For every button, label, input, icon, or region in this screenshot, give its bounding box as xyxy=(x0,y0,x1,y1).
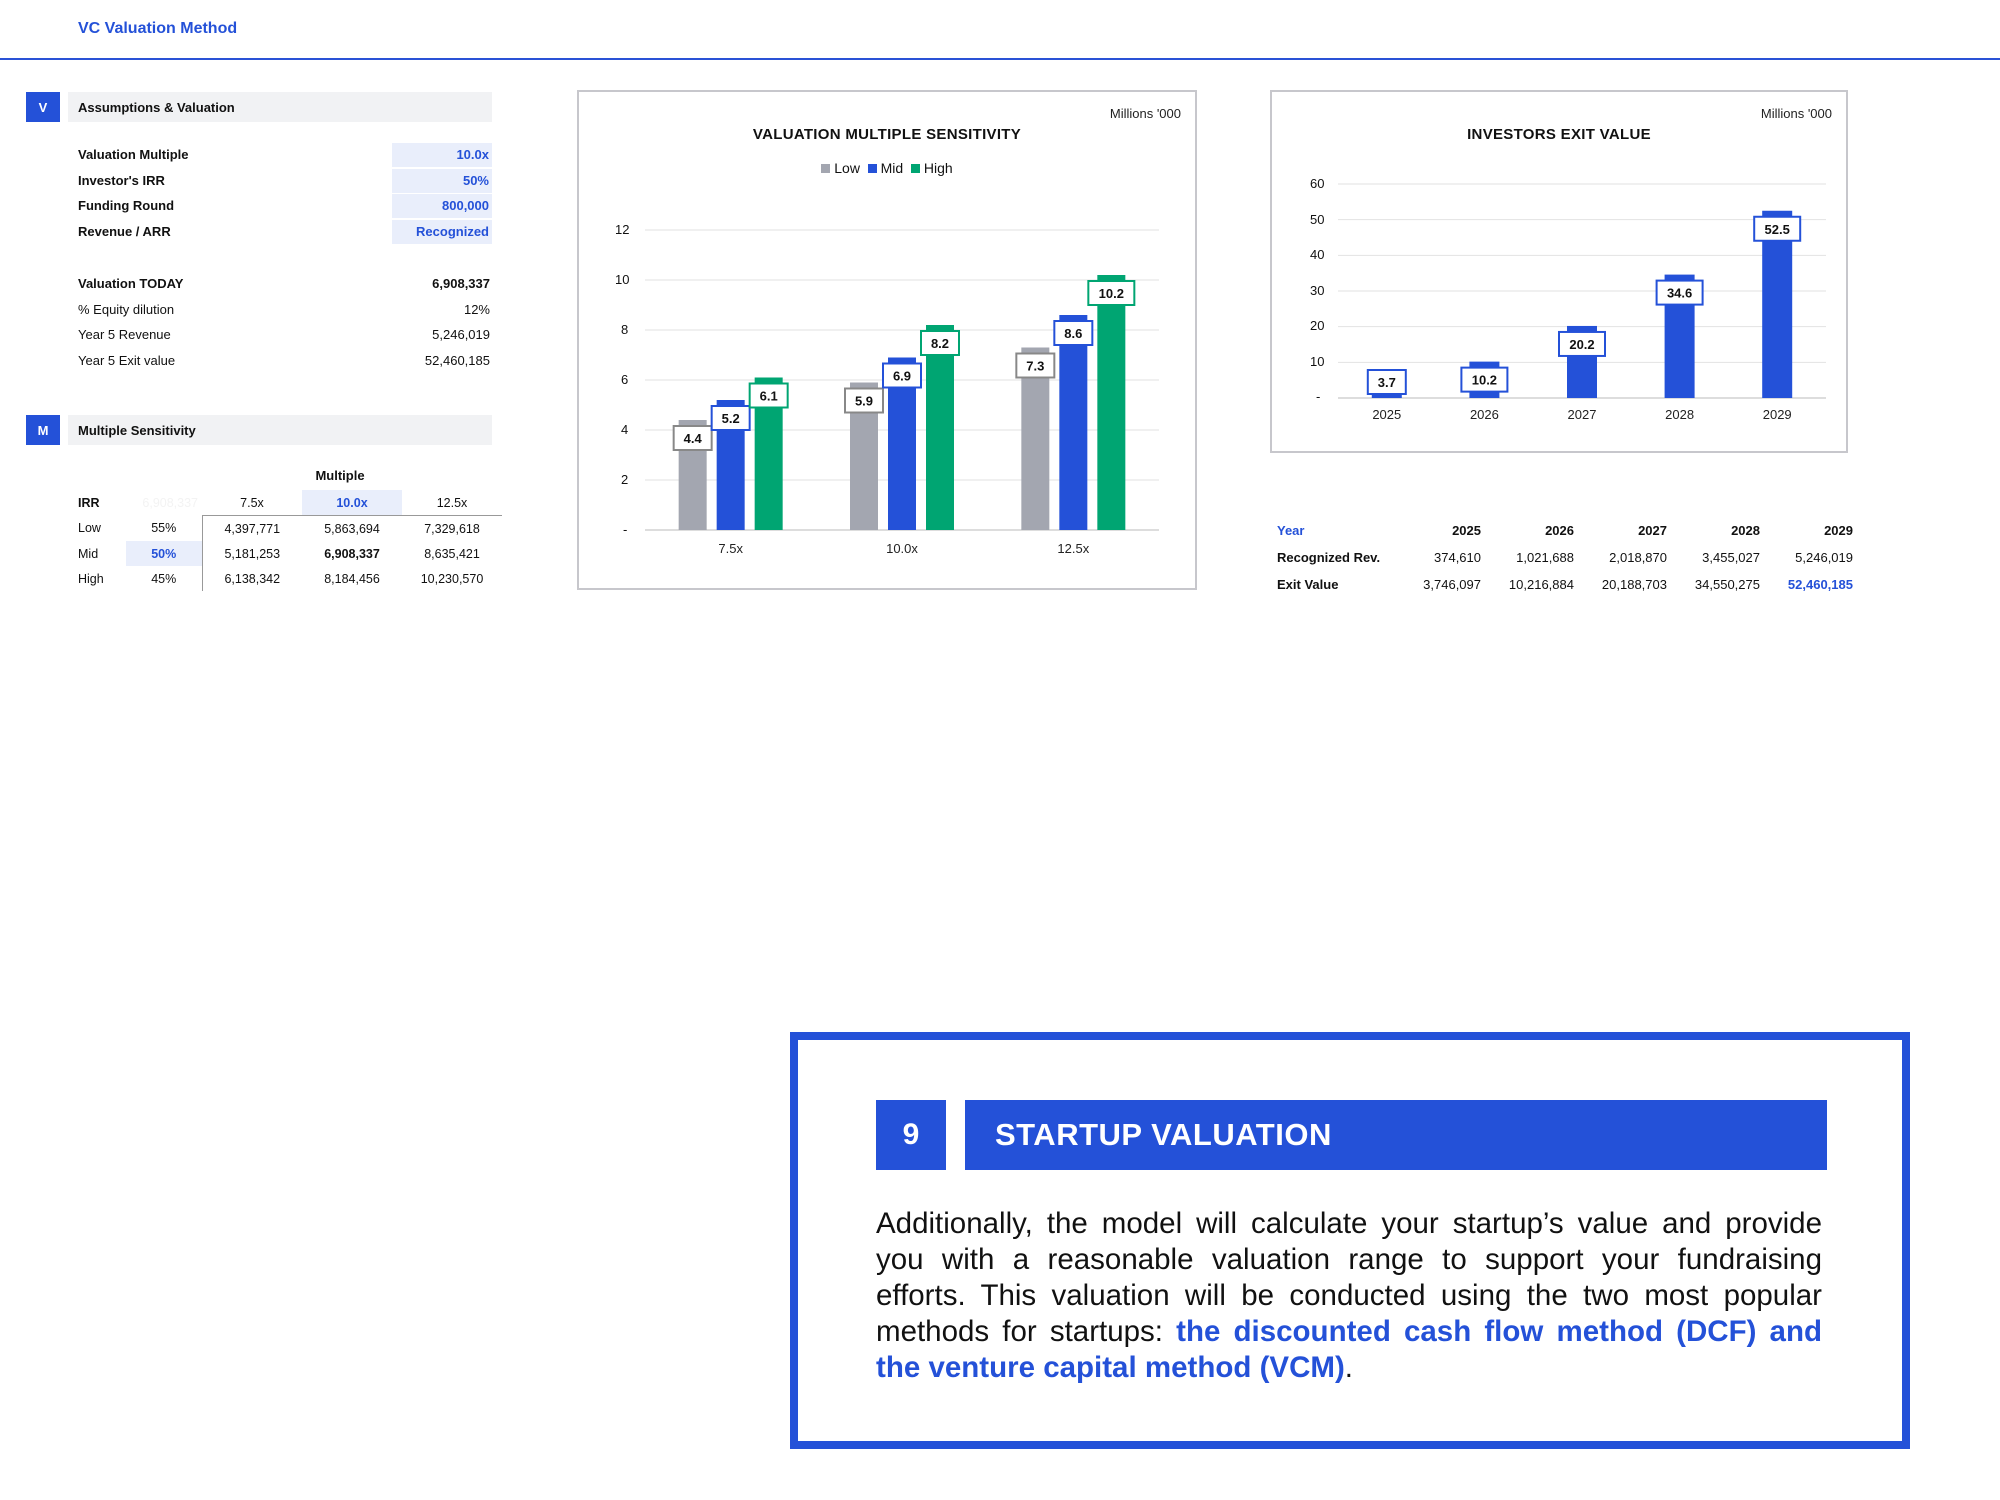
output-label: Year 5 Exit value xyxy=(78,353,176,368)
cell-value: 3,746,097 xyxy=(1423,577,1481,592)
year5-exit-value: 52,460,185 xyxy=(424,353,490,368)
y-tick: 2 xyxy=(621,472,629,487)
cell-value: 1,021,688 xyxy=(1516,550,1574,565)
legend-mid: Mid xyxy=(880,160,904,176)
row-name: High xyxy=(78,571,104,586)
data-label: 20.2 xyxy=(1569,336,1595,352)
row-irr: 45% xyxy=(126,566,202,591)
row-name: Mid xyxy=(78,546,99,561)
chart-title: INVESTORS EXIT VALUE xyxy=(1467,126,1651,143)
header-divider xyxy=(0,58,2000,60)
bar-high xyxy=(1097,275,1125,530)
output-label: % Equity dilution xyxy=(78,302,175,317)
sensitivity-header: Multiple Sensitivity xyxy=(68,415,492,445)
irr-label: IRR xyxy=(78,495,100,510)
chart-plot xyxy=(1272,92,1846,451)
revenue-type-select[interactable]: Recognized xyxy=(392,220,492,244)
table-row xyxy=(74,541,502,566)
y-tick: - xyxy=(1316,389,1321,404)
investors-exit-value-chart xyxy=(1270,90,1848,453)
feature-title: STARTUP VALUATION xyxy=(965,1100,1827,1170)
investor-irr-input[interactable]: 50% xyxy=(392,169,492,193)
x-tick-label: 2029 xyxy=(1762,407,1792,422)
multiple-header: 12.5x xyxy=(402,490,502,516)
table-row xyxy=(1276,544,1854,571)
row-irr: 55% xyxy=(126,516,202,542)
y-tick: 10 xyxy=(615,272,630,287)
data-label: 10.2 xyxy=(1098,286,1124,301)
table-row xyxy=(1276,571,1854,598)
cell-value: 5,181,253 xyxy=(224,546,281,561)
cell-value-selected: 6,908,337 xyxy=(324,546,380,561)
bar-mid xyxy=(1059,315,1087,530)
chart-units: Millions '000 xyxy=(1760,106,1832,121)
year-header: 2028 xyxy=(1731,523,1760,538)
x-tick-label: 12.5x xyxy=(1057,541,1090,556)
cell-value: 10,230,570 xyxy=(420,571,484,586)
section-badge-m: M xyxy=(26,415,60,445)
input-label: Investor's IRR xyxy=(78,173,165,188)
x-tick-label: 2027 xyxy=(1567,407,1597,422)
page-title: VC Valuation Method xyxy=(78,20,238,37)
description-text: Additionally, the model will calculate your startup’s value and provide you with a reasonable valuation range to support your fundraising efforts. This valuation will be conducted using the two most popular methods for startups: xyxy=(876,1207,1822,1348)
cell-value: 7,329,618 xyxy=(424,521,480,536)
y-tick: 40 xyxy=(1310,247,1325,262)
data-label: 52.5 xyxy=(1764,221,1790,237)
data-label: 5.2 xyxy=(721,411,740,426)
data-label: 6.9 xyxy=(892,368,912,384)
valuation-sensitivity-chart xyxy=(577,90,1197,590)
data-label: 8.2 xyxy=(930,336,950,351)
exit-table xyxy=(1276,517,1854,598)
valuation-today-value: 6,908,337 xyxy=(432,276,490,291)
cell-value: 374,610 xyxy=(1434,550,1481,565)
cell-value-highlight: 52,460,185 xyxy=(1787,577,1853,592)
chart-plot xyxy=(579,92,1195,588)
valuation-multiple-input[interactable]: 10.0x xyxy=(392,143,492,167)
data-label: 7.3 xyxy=(1026,358,1045,374)
data-label: 10.2 xyxy=(1471,372,1498,388)
row-irr-selected: 50% xyxy=(126,541,202,566)
y-tick: 30 xyxy=(1310,283,1325,298)
x-tick-label: 10.0x xyxy=(886,541,918,556)
cell-value: 10,216,884 xyxy=(1508,577,1574,592)
input-label: Revenue / ARR xyxy=(78,224,171,239)
chart-units: Millions '000 xyxy=(1109,106,1181,121)
output-label: Valuation TODAY xyxy=(78,276,184,291)
cell-value: 3,455,027 xyxy=(1702,550,1760,565)
x-tick-label: 2025 xyxy=(1372,407,1402,422)
feature-description xyxy=(876,1206,1822,1386)
cell-value: 8,184,456 xyxy=(324,571,380,586)
cell-value: 5,246,019 xyxy=(1795,550,1853,565)
feature-number: 9 xyxy=(876,1100,946,1170)
data-label: 4.4 xyxy=(683,431,702,446)
row-name: Low xyxy=(78,521,101,536)
data-label: 3.7 xyxy=(1377,375,1396,390)
year-header: 2026 xyxy=(1545,523,1574,538)
y-tick: 60 xyxy=(1310,176,1325,191)
year-header: 2025 xyxy=(1452,523,1481,538)
data-label: 6.1 xyxy=(759,388,778,404)
section-badge-v: V xyxy=(26,92,60,122)
input-label: Funding Round xyxy=(78,198,175,213)
data-label: 34.6 xyxy=(1666,285,1693,301)
x-tick-label: 7.5x xyxy=(718,541,743,556)
input-label: Valuation Multiple xyxy=(78,147,189,162)
multiple-header-selected: 10.0x xyxy=(302,490,402,516)
output-label: Year 5 Revenue xyxy=(78,327,171,342)
y-tick: 50 xyxy=(1310,212,1325,227)
year-label: Year xyxy=(1277,523,1305,538)
cell-value: 34,550,275 xyxy=(1694,577,1760,592)
sensitivity-table xyxy=(74,490,502,591)
corner-value: 6,908,337 xyxy=(142,495,198,510)
funding-round-input[interactable]: 800,000 xyxy=(392,194,492,218)
cell-value: 2,018,870 xyxy=(1609,550,1667,565)
cell-value: 5,863,694 xyxy=(324,521,380,536)
cell-value: 6,138,342 xyxy=(224,571,281,586)
y-tick: 10 xyxy=(1310,354,1325,369)
y-tick: 12 xyxy=(615,222,630,237)
multiple-label: Multiple xyxy=(315,468,365,483)
table-row xyxy=(74,566,502,591)
equity-dilution-value: 12% xyxy=(463,302,490,317)
x-tick-label: 2028 xyxy=(1665,407,1695,422)
x-tick-label: 2026 xyxy=(1469,407,1499,422)
cell-value: 20,188,703 xyxy=(1601,577,1667,592)
year-header: 2029 xyxy=(1824,523,1853,538)
chart-title: VALUATION MULTIPLE SENSITIVITY xyxy=(752,126,1022,143)
table-row xyxy=(74,516,502,542)
y-tick: 6 xyxy=(621,372,629,387)
year-header: 2027 xyxy=(1638,523,1667,538)
row-label: Exit Value xyxy=(1277,577,1339,592)
y-tick: 8 xyxy=(621,322,629,337)
y-tick: 4 xyxy=(621,422,629,437)
year5-revenue-value: 5,246,019 xyxy=(432,327,490,342)
assumptions-header: Assumptions & Valuation xyxy=(68,92,492,122)
legend-low: Low xyxy=(834,160,860,176)
y-tick: 20 xyxy=(1310,318,1325,333)
multiple-header: 7.5x xyxy=(202,490,302,516)
data-label: 5.9 xyxy=(854,393,874,409)
y-tick: - xyxy=(623,522,628,537)
cell-value: 8,635,421 xyxy=(424,546,480,561)
cell-value: 4,397,771 xyxy=(224,521,281,536)
description-highlight: the discounted cash flow method (DCF) and the venture capital method (VCM) xyxy=(876,1315,1823,1384)
description-end: . xyxy=(1344,1351,1353,1384)
data-label: 8.6 xyxy=(1064,326,1083,341)
legend-high: High xyxy=(923,160,953,176)
row-label: Recognized Rev. xyxy=(1277,550,1381,565)
